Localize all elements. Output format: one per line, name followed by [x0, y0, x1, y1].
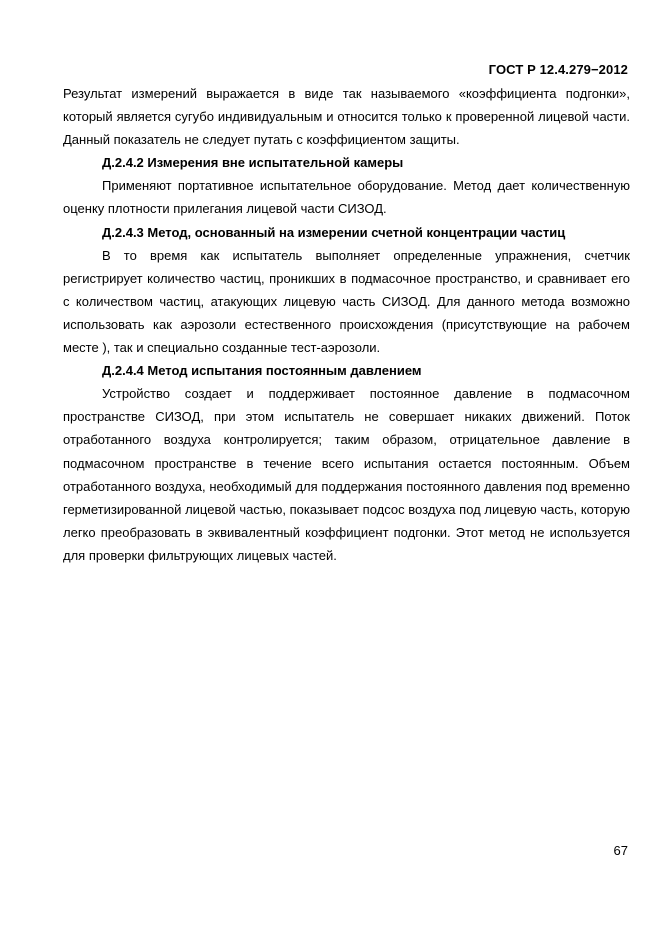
- paragraph-constant-pressure-method: Устройство создает и поддерживает постоянное давление в подмасочном пространстве СИЗОД, при этом испытатель не совершает никаких движений. Поток отработанного воздуха контролируется; таким образом, отрицательное давление в подмасочном пространстве в течение всего испытания остается постоянным. Объем отработанного воздуха, необходимый для поддержания постоянного давления под временно герметизированной лицевой частью, показывает подсос воздуха под лицевую часть, которую легко преобразовать в эквивалентный коэффициент подгонки. Этот метод не используется для проверки фильтрующих лицевых частей.: [63, 386, 630, 563]
- section-heading-d244: Д.2.4.4 Метод испытания постоянным давлением: [102, 363, 422, 379]
- paragraph-particle-count-method: В то время как испытатель выполняет определенные упражнения, счетчик регистрирует количество частиц, проникших в подмасочное пространство, и сравнивает его с количеством частиц, атакующих лицевую часть СИЗОД. Для данного метода возможно использовать как аэрозоли естественного происхождения (присутствующие на рабочем месте ), так и специально созданные тест-аэрозоли.: [63, 247, 630, 356]
- section-heading-d243: Д.2.4.3 Метод, основанный на измерении счетной концентрации частиц: [102, 224, 566, 240]
- paragraph-fit-factor: Результат измерений выражается в виде так называемого «коэффициента подгонки», который является сугубо индивидуальным и относится только к проверенной лицевой части. Данный показатель не следует путать с коэффициентом защиты.: [63, 86, 630, 148]
- document-body: [63, 82, 630, 567]
- standard-designation: ГОСТ Р 12.4.279−2012: [488, 62, 628, 77]
- paragraph-portable-equipment: Применяют портативное испытательное оборудование. Метод дает количественную оценку плотности прилегания лицевой части СИЗОД.: [63, 178, 630, 217]
- page-number: 67: [613, 843, 628, 858]
- section-heading-d242: Д.2.4.2 Измерения вне испытательной камеры: [102, 155, 404, 171]
